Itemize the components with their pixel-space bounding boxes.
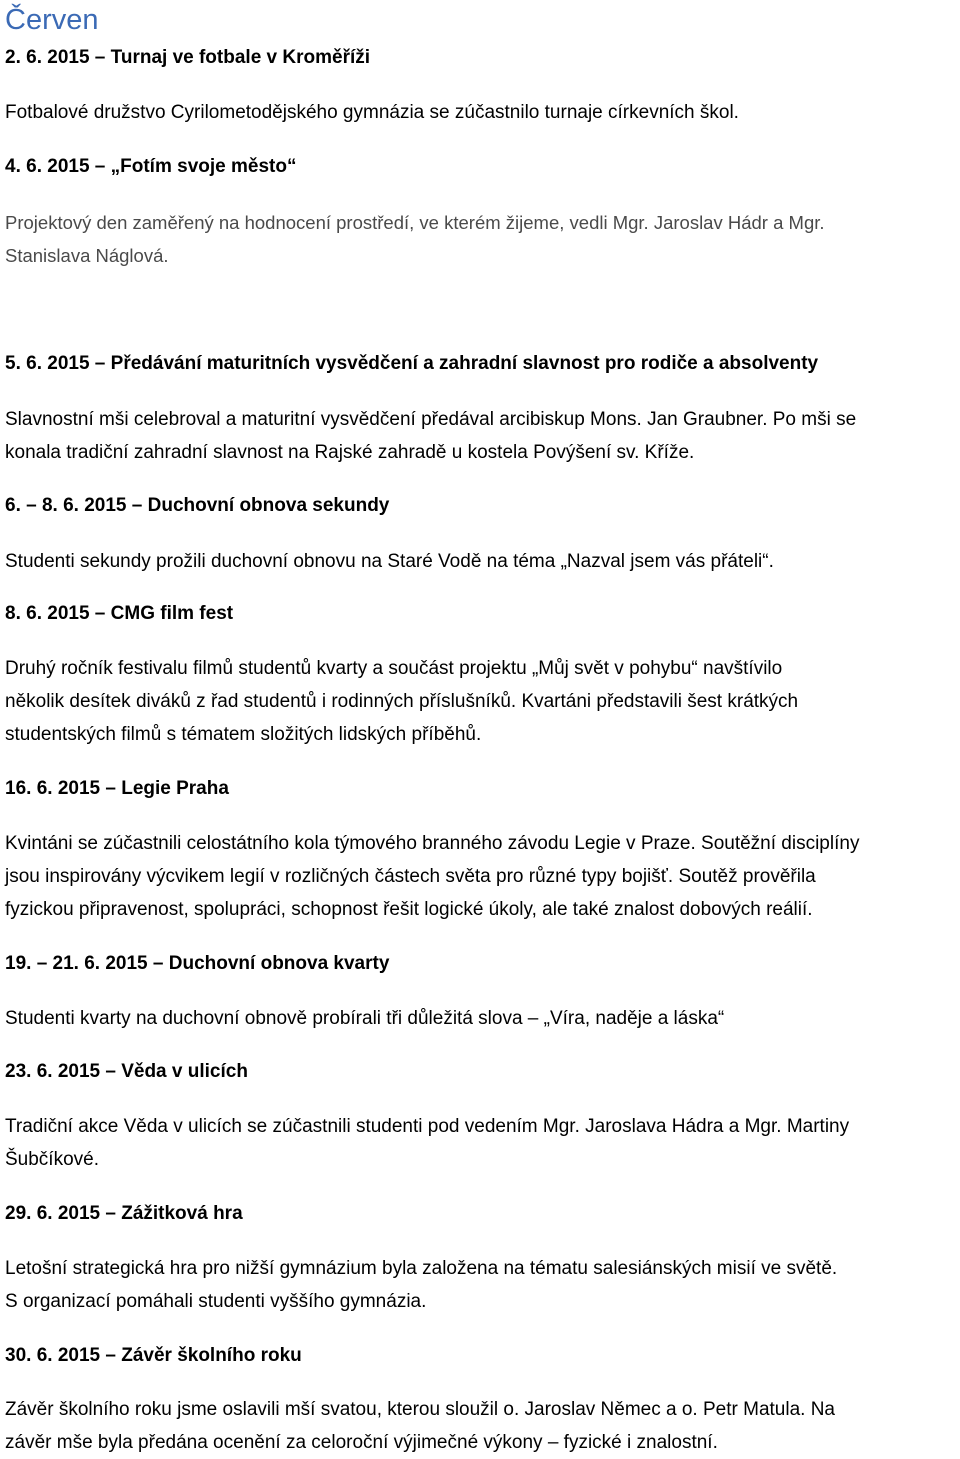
event-text-line: Studenti sekundy prožili duchovní obnovu na Staré Vodě na téma „Nazval jsem vás přáteli“. [5, 551, 774, 572]
event-text-line: Tradiční akce Věda v ulicích se zúčastnili studenti pod vedením Mgr. Jaroslava Hádra a Mgr. Martiny [5, 1116, 850, 1137]
event-title: 8. 6. 2015 – CMG film fest [5, 603, 234, 624]
event-text-line: studentských filmů s tématem složitých lidských příběhů. [5, 724, 482, 745]
event-description [5, 1393, 835, 1459]
event-description [5, 1252, 837, 1318]
event-text-line: několik desítek diváků z řad studentů i rodinných příslušníků. Kvartáni představili šest krátkých [5, 691, 799, 712]
event-description [5, 652, 798, 751]
event-description [5, 1110, 849, 1176]
event-title: 16. 6. 2015 – Legie Praha [5, 778, 229, 799]
event-text-line: Šubčíkové. [5, 1149, 99, 1170]
event-title: 29. 6. 2015 – Zážitková hra [5, 1203, 243, 1224]
event-description [5, 206, 825, 272]
event-description [5, 403, 856, 469]
event-title: 19. – 21. 6. 2015 – Duchovní obnova kvarty [5, 953, 390, 974]
event-description [5, 827, 859, 926]
event-text-line: konala tradiční zahradní slavnost na Rajské zahradě u kostela Povýšení sv. Kříže. [5, 442, 695, 463]
event-description [5, 96, 739, 129]
event-text-line: Fotbalové družstvo Cyrilometodějského gymnázia se zúčastnilo turnaje církevních škol. [5, 102, 739, 123]
event-text-line: fyzickou připravenost, spolupráci, schopnost řešit logické úkoly, ale také znalost dobových reálií. [5, 899, 813, 920]
event-title: 2. 6. 2015 – Turnaj ve fotbale v Kroměříži [5, 47, 371, 68]
event-description [5, 545, 774, 578]
event-description [5, 1002, 724, 1035]
event-text-line: Projektový den zaměřený na hodnocení prostředí, ve kterém žijeme, vedli Mgr. Jaroslav Hádr a Mgr. [5, 212, 825, 233]
event-text-line: Druhý ročník festivalu filmů studentů kvarty a součást projektu „Můj svět v pohybu“ navštívilo [5, 658, 783, 679]
month-title: Červen [5, 4, 99, 36]
event-text-line: jsou inspirovány výcvikem legií v rozličných částech světa pro různé typy bojišť. Soutěž prověřila [5, 866, 816, 887]
event-text-line: S organizací pomáhali studenti vyššího gymnázia. [5, 1291, 427, 1312]
event-text-line: Studenti kvarty na duchovní obnově probírali tři důležitá slova – „Víra, naděje a láska“ [5, 1008, 725, 1029]
event-title: 30. 6. 2015 – Závěr školního roku [5, 1345, 302, 1366]
event-text-line: Kvintáni se zúčastnili celostátního kola týmového branného závodu Legie v Praze. Soutěžní disciplíny [5, 833, 860, 854]
event-title: 4. 6. 2015 – „Fotím svoje město“ [5, 156, 297, 177]
event-title: 23. 6. 2015 – Věda v ulicích [5, 1061, 248, 1082]
event-title: 6. – 8. 6. 2015 – Duchovní obnova sekundy [5, 495, 390, 516]
event-text-line: Závěr školního roku jsme oslavili mší svatou, kterou sloužil o. Jaroslav Němec a o. Petr Matula. Na [5, 1399, 835, 1420]
event-text-line: Stanislava Náglová. [5, 245, 169, 266]
event-text-line: závěr mše byla předána ocenění za celoroční výjimečné výkony – fyzické i znalostní. [5, 1432, 718, 1453]
event-title: 5. 6. 2015 – Předávání maturitních vysvědčení a zahradní slavnost pro rodiče a absolventy [5, 353, 819, 374]
event-text-line: Slavnostní mši celebroval a maturitní vysvědčení předával arcibiskup Mons. Jan Graubner. Po mši se [5, 409, 857, 430]
event-text-line: Letošní strategická hra pro nižší gymnázium byla založena na tématu salesiánských misií ve světě. [5, 1258, 838, 1279]
